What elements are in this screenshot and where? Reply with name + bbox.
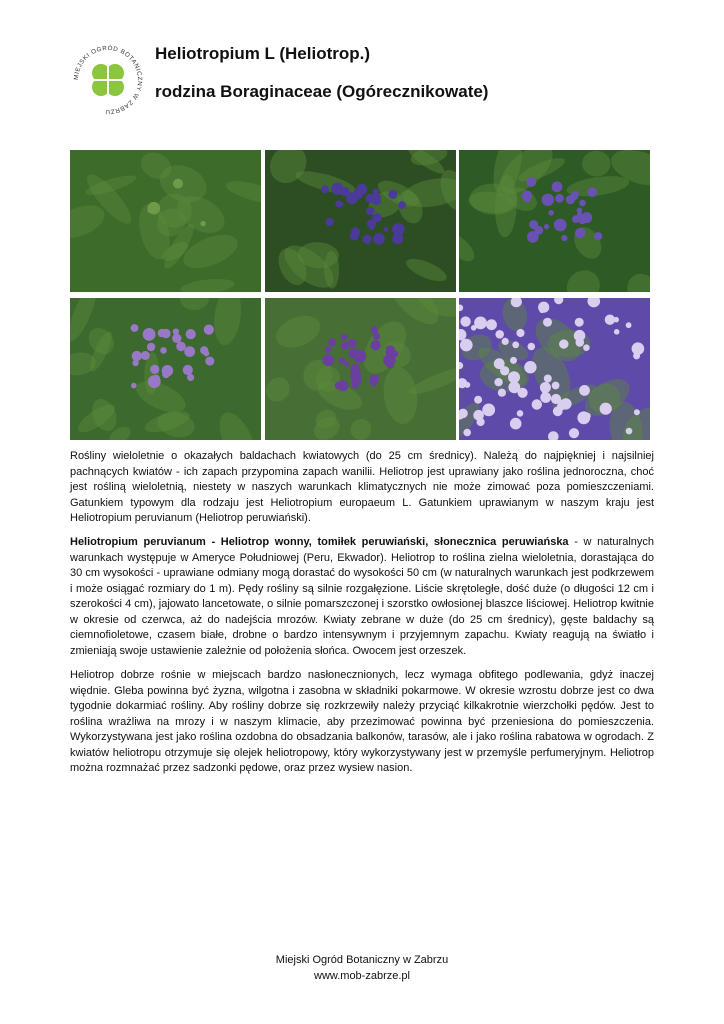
species-lead: Heliotropium peruvianum - Heliotrop wonny, tomiłek peruwiański, słonecznica peruwiańska (70, 536, 569, 548)
garden-logo (70, 42, 146, 118)
heliotrope-closeup-photo (459, 150, 650, 292)
page-footer (0, 952, 724, 984)
photo-gallery (70, 150, 650, 440)
page-title: Heliotropium L (Heliotrop.) (155, 44, 371, 63)
logo-ring-text: MIEJSKI OGRÓD BOTANICZNY W ZABRZU (72, 44, 144, 116)
photo-6 (459, 298, 650, 440)
heliotrope-purple-umbel-photo (265, 298, 456, 440)
photo-3 (459, 150, 650, 292)
heliotrope-flowers-macro-photo (459, 298, 650, 440)
intro-paragraph: Rośliny wieloletnie o okazałych baldachach kwiatowych (do 25 cm średnicy). Należą do najpiękniej i najsilniej pachnących kwiatów - ich zapach przypomina zapach wanilii. Heliotrop jest uprawiany jako roślina jednoroczna, choć jest rośliną wieloletnią, niestety w naszych warunkach klimatycznych nie może zimować poza pomieszczeniami. Gatunkiem typowym dla rodzaju jest Heliotropium europaeum L. Gatunkiem uprawianym w naszym kraju jest Heliotropium peruvianum (Heliotrop peruwiański). (70, 450, 654, 524)
species-description: - w naturalnych warunkach występuje w Ameryce Południowej (Peru, Ekwador). Heliotrop to roślina zielna wieloletnia, dorastająca do 30 cm wysokości - uprawiane odmiany mogą dorastać do wysokości 50 cm (w naturalnych warunkach jest podkrzewem i może osiągać rozmiary do 1 m). Pędy rośliny są silnie rozgałęzione. Liście skrętoległe, dość duże (o długości 12 cm i szerokości 4 cm), jajowato lancetowate, o silnie pomarszczonej i szorstko owłosionej blaszce liściowej. Heliotrop kwitnie w okresie od czerwca, aż do nadejścia mrozów. Kwiaty zebrane w duże (do 25 cm średnicy), gęste baldachy są ciemnofioletowe, czasem białe, drobne o bardzo intensywnym i przyjemnym zapachu. Kwiaty reagują na światło i zmieniają swoje ustawienie zależnie od położenia słońca. Owocem jest orzeszek. (70, 536, 654, 657)
species-paragraph (70, 535, 654, 659)
cultivation-paragraph: Heliotrop dobrze rośnie w miejscach bardzo nasłonecznionych, lecz wymaga obfitego podlewania, gdyż inaczej więdnie. Gleba powinna być żyzna, wilgotna i zasobna w składniki pokarmowe. W okresie wzrostu dobrze jest co dwa tygodnie dokarmiać rośliny. Aby rośliny dobrze się rozkrzewiły należy przyciąć kilkakrotnie wierzchołki pędów. Jest to roślina wrażliwa na mrozy i w naszym klimacie, aby przezimować powinna być przeniesiona do pomieszczenia. Wykorzystywana jest jako roślina ozdobna do obsadzania balkonów, tarasów, ale i jako roślina rabatowa w ogrodach. Z kwiatów heliotropu otrzymuje się olejek heliotropowy, który wykorzystywany jest w przemyśle perfumeryjnym. Heliotrop można rozmnażać przez sadzonki pędowe, oraz przez wysiew nasion. (70, 669, 654, 774)
clover-logo-icon (70, 42, 146, 118)
photo-4 (70, 298, 261, 440)
page-subtitle: rodzina Boraginaceae (Ogórecznikowate) (155, 82, 489, 101)
heliotrope-leaves-photo (70, 150, 261, 292)
heliotrope-flower-cluster-photo (265, 150, 456, 292)
photo-1 (70, 150, 261, 292)
photo-5 (265, 298, 456, 440)
footer-org-name: Miejski Ogród Botaniczny w Zabrzu (275, 954, 449, 966)
footer-website: www.mob-zabrze.pl (314, 970, 410, 982)
photo-2 (265, 150, 456, 292)
heliotrope-lilac-raceme-photo (70, 298, 261, 440)
